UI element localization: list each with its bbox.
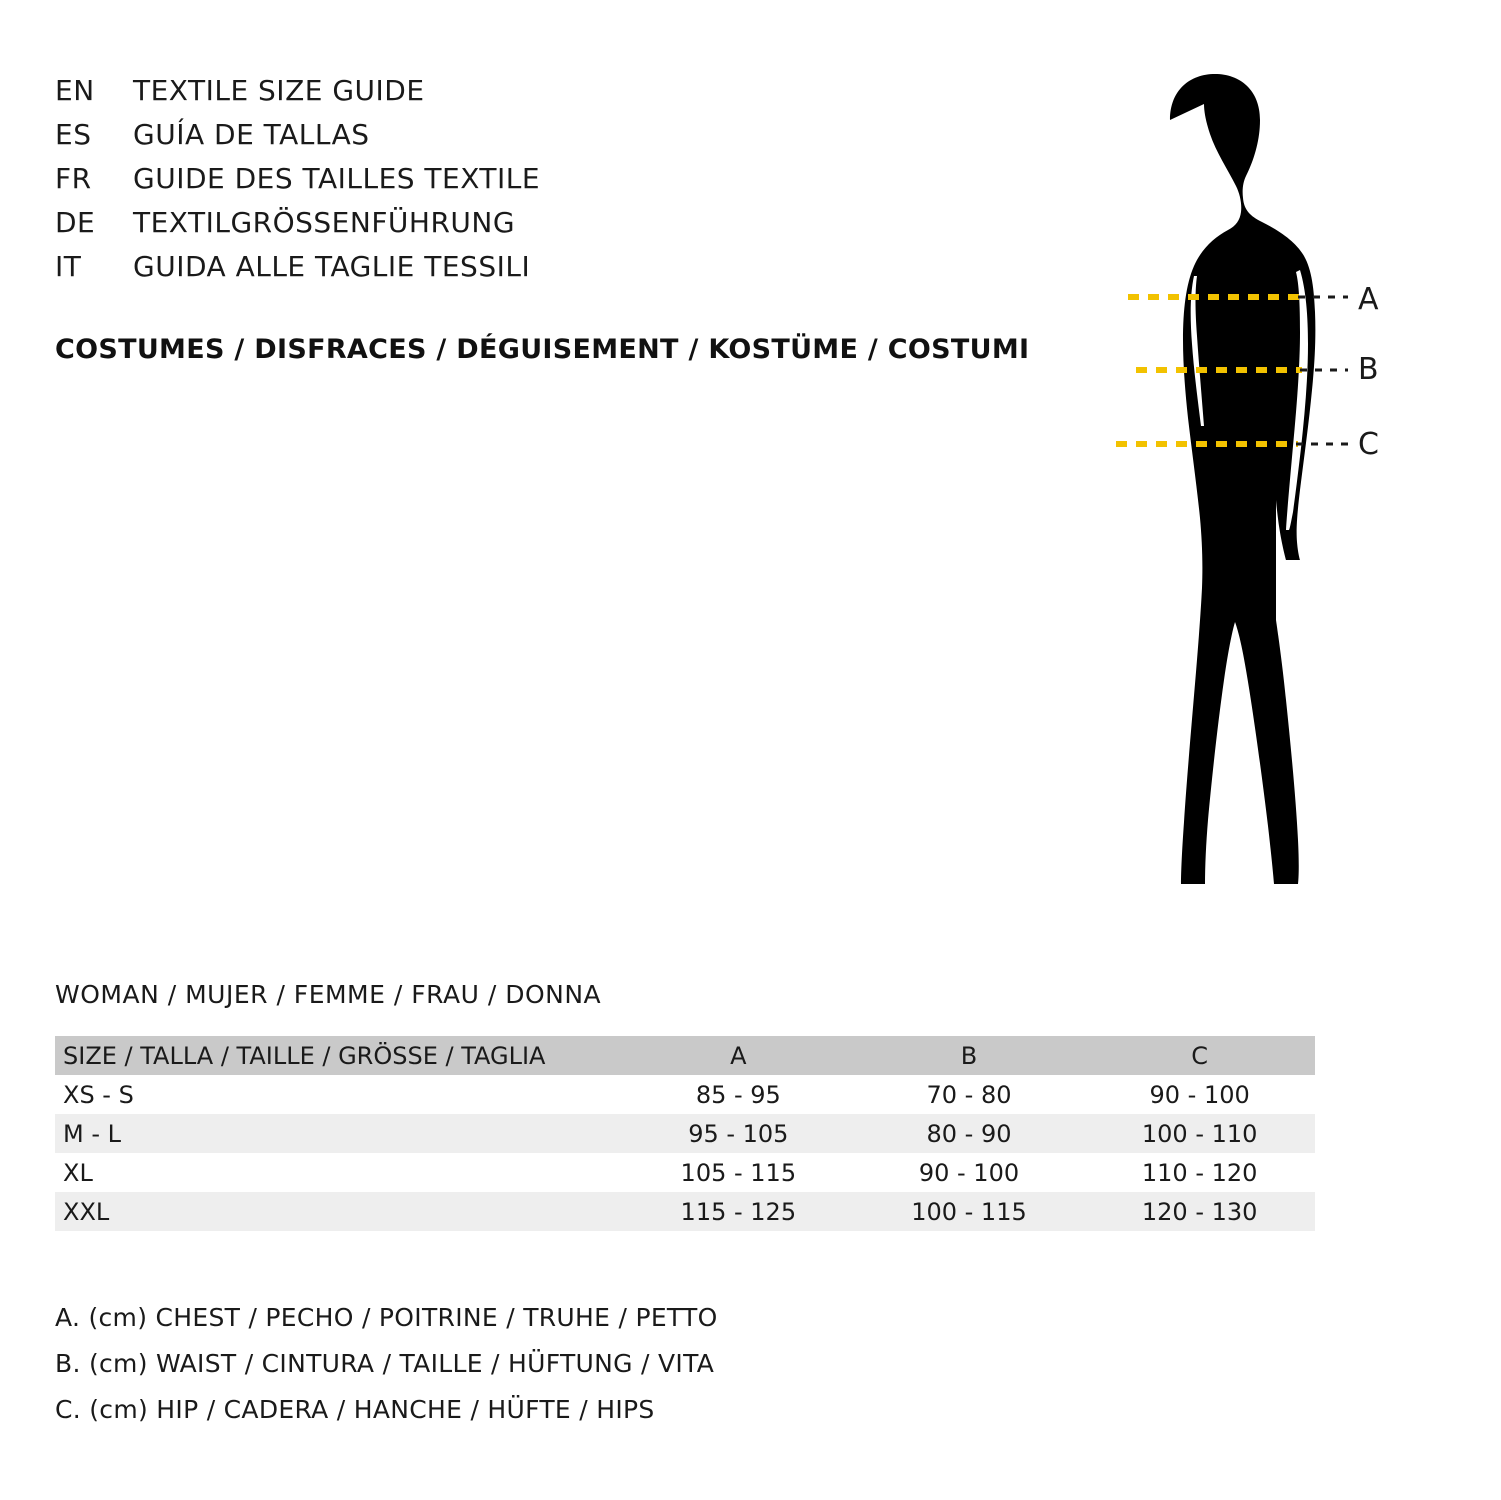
- cell-c: 90 - 100: [1149, 1080, 1250, 1109]
- table-header-row: [55, 1036, 1315, 1075]
- legend: [55, 1295, 718, 1433]
- table-row: [55, 1192, 1315, 1231]
- cell-c: 110 - 120: [1141, 1158, 1258, 1187]
- language-title: TEXTILE SIZE GUIDE: [133, 74, 425, 107]
- language-code: IT: [55, 250, 82, 283]
- cell-size: XXL: [63, 1197, 110, 1226]
- cell-a: 95 - 105: [688, 1119, 789, 1148]
- legend-line-b: B. (cm) WAIST / CINTURA / TAILLE / HÜFTUNG / VITA: [55, 1349, 715, 1378]
- measure-label-c: C: [1358, 427, 1379, 462]
- cell-a: 115 - 125: [680, 1197, 797, 1226]
- cell-a: 85 - 95: [695, 1080, 781, 1109]
- language-row-en: [55, 74, 815, 118]
- column-header-b: B: [960, 1041, 978, 1070]
- cell-b: 70 - 80: [926, 1080, 1012, 1109]
- cell-a: 105 - 115: [680, 1158, 797, 1187]
- cell-c: 120 - 130: [1141, 1197, 1258, 1226]
- language-row-es: [55, 118, 815, 162]
- cell-b: 90 - 100: [918, 1158, 1020, 1187]
- language-code: DE: [55, 206, 96, 239]
- measure-label-b: B: [1358, 352, 1379, 387]
- language-row-it: [55, 250, 815, 294]
- language-title: GUIDA ALLE TAGLIE TESSILI: [133, 250, 531, 283]
- language-row-de: [55, 206, 815, 250]
- woman-figure-diagram: [1050, 60, 1470, 940]
- language-code: ES: [55, 118, 92, 151]
- cell-b: 100 - 115: [911, 1197, 1027, 1226]
- legend-line-a: A. (cm) CHEST / PECHO / POITRINE / TRUHE / PETTO: [55, 1303, 718, 1332]
- table-row: [55, 1075, 1315, 1114]
- language-list: [55, 74, 815, 294]
- language-title: GUIDE DES TAILLES TEXTILE: [133, 162, 541, 195]
- legend-line-c: C. (cm) HIP / CADERA / HANCHE / HÜFTE / HIPS: [55, 1395, 655, 1424]
- language-title: GUÍA DE TALLAS: [133, 118, 370, 151]
- cell-size: XL: [63, 1158, 93, 1187]
- table-header: [55, 1036, 1315, 1075]
- cell-c: 100 - 110: [1141, 1119, 1258, 1148]
- size-table: [55, 1036, 1315, 1231]
- language-row-fr: [55, 162, 815, 206]
- table-heading: WOMAN / MUJER / FEMME / FRAU / DONNA: [55, 980, 602, 1009]
- table-row: [55, 1114, 1315, 1153]
- language-title: TEXTILGRÖSSENFÜHRUNG: [133, 206, 516, 239]
- language-code: FR: [55, 162, 92, 195]
- language-code: EN: [55, 74, 95, 107]
- cell-size: XS - S: [63, 1080, 134, 1109]
- page-subtitle: COSTUMES / DISFRACES / DÉGUISEMENT / KOSTÜME / COSTUMI: [55, 334, 1030, 365]
- cell-size: M - L: [63, 1119, 121, 1148]
- column-header-a: A: [730, 1041, 747, 1070]
- measure-label-a: A: [1358, 282, 1379, 317]
- table-body: [55, 1075, 1315, 1231]
- cell-b: 80 - 90: [926, 1119, 1012, 1148]
- column-header-c: C: [1191, 1041, 1209, 1070]
- table-row: [55, 1153, 1315, 1192]
- woman-silhouette-icon: [1050, 60, 1470, 940]
- column-header-size: SIZE / TALLA / TAILLE / GRÖSSE / TAGLIA: [63, 1041, 546, 1070]
